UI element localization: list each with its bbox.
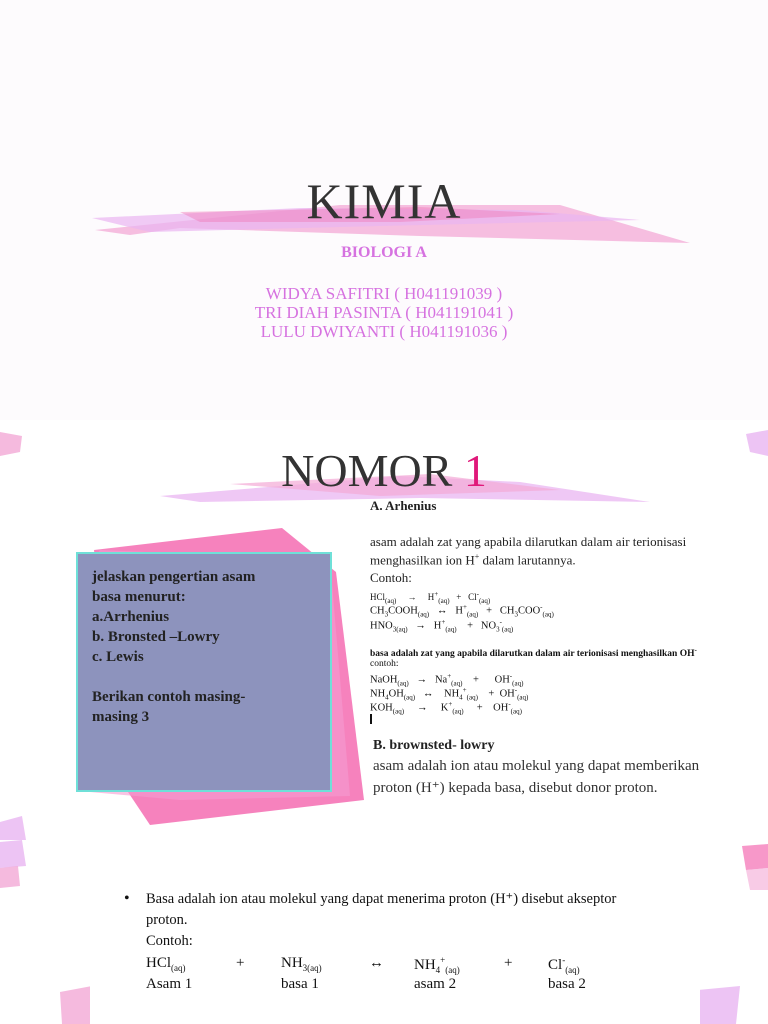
term: Cl bbox=[548, 957, 563, 973]
species-label: basa 1 bbox=[281, 976, 319, 992]
arrhenius-base-definition bbox=[370, 646, 697, 659]
def-sup: - bbox=[694, 646, 697, 654]
example-label: Contoh: bbox=[370, 570, 412, 585]
question-line: jelaskan pengertian asam bbox=[92, 569, 256, 585]
species-label: basa 2 bbox=[548, 976, 586, 992]
question-item: c. Lewis bbox=[92, 649, 144, 665]
author-line: TRI DIAH PASINTA ( H041191041 ) bbox=[254, 303, 514, 322]
question-line: basa menurut: bbox=[92, 589, 186, 605]
equation-line: $HNO_{3(aq)} \to H^+_{(aq)}$ + $NO_3^-_{(aq)}$ bbox=[370, 618, 514, 634]
question-item: b. Bronsted –Lowry bbox=[92, 629, 220, 645]
def-text: basa adalah zat yang apabila dilarutkan dalam air terionisasi menghasilkan OH bbox=[370, 649, 695, 660]
equation-line: NaOH$_{(aq)}$ → $Na^+_{(aq)}$ + $OH^-_{(aq)}$ bbox=[370, 672, 524, 688]
reaction-term: $Cl^-_{(aq)}$ bbox=[548, 955, 580, 975]
question-text bbox=[92, 567, 332, 727]
heading-text: NOMOR bbox=[281, 445, 464, 496]
question-line: masing 3 bbox=[92, 709, 150, 725]
equation-line: $NH_4OH_{(aq)}$ ↔ $NH_4^+_{(aq)}$ + $OH^-_{(aq)}$ bbox=[370, 686, 529, 702]
bullet: • bbox=[124, 890, 130, 907]
reaction-operator: ↔ bbox=[369, 955, 384, 971]
author-line: LULU DWIYANTI ( H041191036 ) bbox=[260, 322, 508, 341]
question-line: Berikan contoh masing- bbox=[92, 689, 246, 705]
slide-subtitle: BIOLOGI A bbox=[341, 244, 427, 261]
base-definition: Basa adalah ion atau molekul yang dapat menerima proton (H⁺) disebut akseptor bbox=[146, 891, 617, 907]
bronsted-definition: proton (H⁺) kepada basa, disebut donor proton. bbox=[373, 780, 658, 796]
def-text: dalam larutannya. bbox=[479, 552, 576, 568]
document-excerpt-top bbox=[230, 840, 544, 866]
author-line: WIDYA SAFITRI ( H041191039 ) bbox=[265, 284, 503, 303]
species-label: asam 2 bbox=[414, 976, 457, 992]
reaction-term: $NH_4^+_{(aq)}$ bbox=[414, 955, 460, 975]
example-label: contoh: bbox=[370, 659, 399, 669]
bronsted-definition: asam adalah ion atau molekul yang dapat memberikan bbox=[373, 758, 700, 774]
arrhenius-acid-definition: asam adalah zat yang apabila dilarutkan dalam air terionisasi bbox=[370, 534, 687, 549]
term: HCl bbox=[146, 955, 172, 971]
text-cursor bbox=[370, 714, 372, 724]
question-item: a.Arrhenius bbox=[92, 609, 170, 625]
equation-line: HCl$_{(aq)}$ → $H^+_{(aq)} + Cl^-_{(aq)}$ bbox=[370, 590, 491, 605]
reaction-term: $NH_{3(aq)}$ bbox=[281, 955, 322, 973]
equation-line: $KOH_{(aq)}$ → $K^+_{(aq)}$ + $OH^-_{(aq)}$ bbox=[370, 700, 522, 716]
def-text: menghasilkan ion H bbox=[370, 552, 475, 568]
slide-heading bbox=[0, 444, 768, 497]
reaction-operator: + bbox=[504, 955, 513, 971]
equation-line: $CH_3COOH_{(aq)}$ ↔ $H^+_{(aq)} + CH_3COO^-_{(aq)}$ bbox=[370, 603, 554, 619]
def-sup: + bbox=[474, 552, 480, 561]
reaction-operator: + bbox=[236, 955, 245, 971]
species-label: Asam 1 bbox=[146, 976, 193, 992]
term: NH bbox=[414, 957, 436, 973]
base-definition: proton. bbox=[146, 912, 188, 928]
bronsted-heading: B. brownsted- lowry bbox=[373, 738, 495, 753]
arrhenius-heading: A. Arhenius bbox=[370, 498, 437, 513]
slide-title-heading: KIMIA bbox=[306, 173, 462, 229]
reaction-term: HCl$_{(aq)}$ bbox=[146, 955, 186, 973]
example-label: Contoh: bbox=[146, 933, 193, 949]
heading-number: 1 bbox=[463, 445, 487, 496]
term: NH bbox=[281, 955, 303, 971]
arrhenius-acid-definition bbox=[370, 552, 576, 568]
